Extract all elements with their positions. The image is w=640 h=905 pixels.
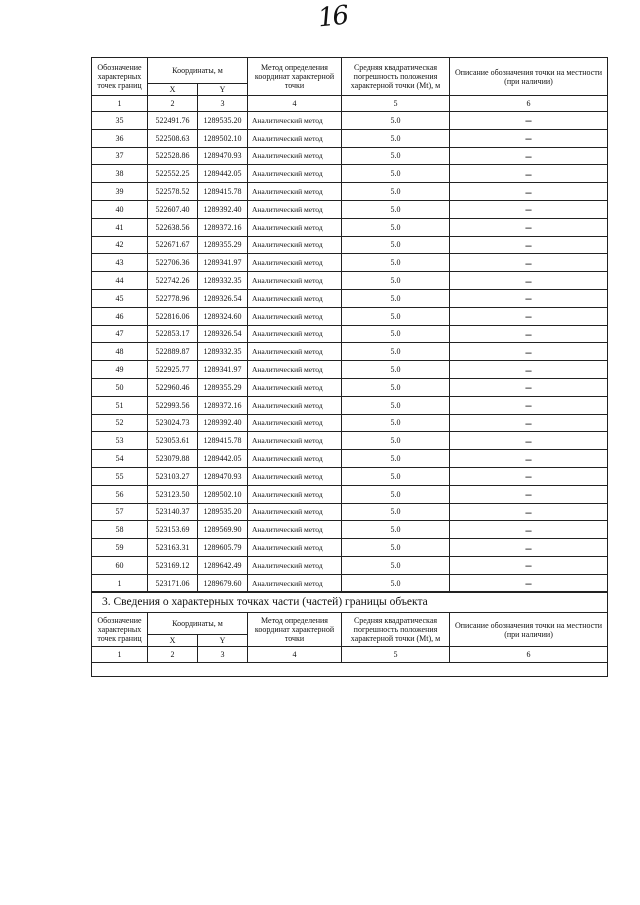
x-coordinate-cell: 522578.52 (148, 183, 198, 201)
table-row (92, 450, 608, 468)
y-coordinate-cell: 1289341.97 (198, 361, 248, 379)
y-coordinate-cell: 1289355.29 (198, 378, 248, 396)
column-number: 1 (92, 96, 148, 112)
table-row (92, 254, 608, 272)
method-cell: Аналитический метод (248, 450, 342, 468)
x-coordinate-cell: 523171.06 (148, 574, 198, 592)
error-cell: 5.0 (342, 200, 450, 218)
column-number: 4 (248, 96, 342, 112)
error-cell: 5.0 (342, 396, 450, 414)
column-number: 3 (198, 96, 248, 112)
point-cell: 36 (92, 129, 148, 147)
point-cell: 48 (92, 343, 148, 361)
x-coordinate-cell: 523079.88 (148, 450, 198, 468)
column-number: 5 (342, 96, 450, 112)
method-cell: Аналитический метод (248, 414, 342, 432)
description-cell: – (450, 467, 608, 485)
point-cell: 57 (92, 503, 148, 521)
point-cell: 39 (92, 183, 148, 201)
description-cell: – (450, 450, 608, 468)
table-row (92, 556, 608, 574)
error-cell: 5.0 (342, 147, 450, 165)
point-cell: 40 (92, 200, 148, 218)
method-cell: Аналитический метод (248, 112, 342, 130)
point-cell: 46 (92, 307, 148, 325)
point-cell: 45 (92, 289, 148, 307)
method-cell: Аналитический метод (248, 147, 342, 165)
error-cell: 5.0 (342, 218, 450, 236)
column-number: 4 (248, 647, 342, 663)
description-cell: – (450, 343, 608, 361)
description-cell: – (450, 289, 608, 307)
table-row (92, 361, 608, 379)
header-coordinates: Координаты, м (148, 58, 248, 84)
header-description: Описание обозначения точки на местности (при наличии) (450, 58, 608, 96)
description-cell: – (450, 539, 608, 557)
empty-row (92, 663, 608, 677)
method-cell: Аналитический метод (248, 236, 342, 254)
x-coordinate-cell: 522528.86 (148, 147, 198, 165)
x-coordinate-cell: 523140.37 (148, 503, 198, 521)
point-cell: 38 (92, 165, 148, 183)
y-coordinate-cell: 1289392.40 (198, 414, 248, 432)
method-cell: Аналитический метод (248, 396, 342, 414)
description-cell: – (450, 432, 608, 450)
point-cell: 41 (92, 218, 148, 236)
description-cell: – (450, 218, 608, 236)
method-cell: Аналитический метод (248, 289, 342, 307)
point-cell: 56 (92, 485, 148, 503)
description-cell: – (450, 183, 608, 201)
x-coordinate-cell: 522607.40 (148, 200, 198, 218)
header-x: X (148, 635, 198, 647)
x-coordinate-cell: 522960.46 (148, 378, 198, 396)
x-coordinate-cell: 523169.12 (148, 556, 198, 574)
table-row (92, 112, 608, 130)
y-coordinate-cell: 1289392.40 (198, 200, 248, 218)
y-coordinate-cell: 1289502.10 (198, 129, 248, 147)
header-method: Метод определения координат характерной точки (248, 58, 342, 96)
x-coordinate-cell: 522816.06 (148, 307, 198, 325)
table-row (92, 485, 608, 503)
method-cell: Аналитический метод (248, 361, 342, 379)
x-coordinate-cell: 522889.87 (148, 343, 198, 361)
header-y: Y (198, 635, 248, 647)
y-coordinate-cell: 1289332.35 (198, 272, 248, 290)
x-coordinate-cell: 522671.67 (148, 236, 198, 254)
point-cell: 55 (92, 467, 148, 485)
error-cell: 5.0 (342, 343, 450, 361)
point-cell: 54 (92, 450, 148, 468)
header-coordinates: Координаты, м (148, 613, 248, 635)
part-boundary-points-table (91, 591, 608, 677)
x-coordinate-cell: 522552.25 (148, 165, 198, 183)
error-cell: 5.0 (342, 183, 450, 201)
error-cell: 5.0 (342, 378, 450, 396)
point-cell: 53 (92, 432, 148, 450)
description-cell: – (450, 325, 608, 343)
y-coordinate-cell: 1289341.97 (198, 254, 248, 272)
table-row (92, 307, 608, 325)
table-row (92, 129, 608, 147)
description-cell: – (450, 147, 608, 165)
method-cell: Аналитический метод (248, 325, 342, 343)
y-coordinate-cell: 1289442.05 (198, 165, 248, 183)
x-coordinate-cell: 522508.63 (148, 129, 198, 147)
error-cell: 5.0 (342, 289, 450, 307)
y-coordinate-cell: 1289605.79 (198, 539, 248, 557)
header-error: Средняя квадратическая погрешность положения характерной точки (Mt), м (342, 613, 450, 647)
method-cell: Аналитический метод (248, 432, 342, 450)
column-number: 6 (450, 96, 608, 112)
header-designation: Обозначение характерных точек границ (92, 613, 148, 647)
x-coordinate-cell: 522993.56 (148, 396, 198, 414)
y-coordinate-cell: 1289324.60 (198, 307, 248, 325)
header-y: Y (198, 84, 248, 96)
description-cell: – (450, 378, 608, 396)
error-cell: 5.0 (342, 361, 450, 379)
method-cell: Аналитический метод (248, 343, 342, 361)
method-cell: Аналитический метод (248, 129, 342, 147)
description-cell: – (450, 556, 608, 574)
table-row (92, 289, 608, 307)
column-number: 2 (148, 647, 198, 663)
point-cell: 47 (92, 325, 148, 343)
method-cell: Аналитический метод (248, 183, 342, 201)
description-cell: – (450, 200, 608, 218)
method-cell: Аналитический метод (248, 218, 342, 236)
x-coordinate-cell: 522853.17 (148, 325, 198, 343)
method-cell: Аналитический метод (248, 539, 342, 557)
table-row (92, 467, 608, 485)
point-cell: 51 (92, 396, 148, 414)
y-coordinate-cell: 1289535.20 (198, 112, 248, 130)
method-cell: Аналитический метод (248, 165, 342, 183)
error-cell: 5.0 (342, 556, 450, 574)
table-row (92, 432, 608, 450)
method-cell: Аналитический метод (248, 307, 342, 325)
table-row (92, 414, 608, 432)
method-cell: Аналитический метод (248, 254, 342, 272)
column-number: 6 (450, 647, 608, 663)
boundary-points-table (91, 57, 608, 593)
error-cell: 5.0 (342, 165, 450, 183)
y-coordinate-cell: 1289372.16 (198, 218, 248, 236)
table-row (92, 236, 608, 254)
table-row (92, 147, 608, 165)
description-cell: – (450, 361, 608, 379)
description-cell: – (450, 254, 608, 272)
point-cell: 37 (92, 147, 148, 165)
point-cell: 52 (92, 414, 148, 432)
header-designation: Обозначение характерных точек границ (92, 58, 148, 96)
x-coordinate-cell: 522778.96 (148, 289, 198, 307)
table-row (92, 343, 608, 361)
y-coordinate-cell: 1289415.78 (198, 432, 248, 450)
method-cell: Аналитический метод (248, 485, 342, 503)
column-number: 2 (148, 96, 198, 112)
point-cell: 49 (92, 361, 148, 379)
description-cell: – (450, 165, 608, 183)
table-row (92, 521, 608, 539)
y-coordinate-cell: 1289355.29 (198, 236, 248, 254)
error-cell: 5.0 (342, 521, 450, 539)
description-cell: – (450, 236, 608, 254)
error-cell: 5.0 (342, 414, 450, 432)
y-coordinate-cell: 1289372.16 (198, 396, 248, 414)
point-cell: 43 (92, 254, 148, 272)
table-row (92, 272, 608, 290)
column-number: 5 (342, 647, 450, 663)
description-cell: – (450, 129, 608, 147)
error-cell: 5.0 (342, 574, 450, 592)
method-cell: Аналитический метод (248, 503, 342, 521)
column-number: 3 (198, 647, 248, 663)
x-coordinate-cell: 522925.77 (148, 361, 198, 379)
x-coordinate-cell: 523123.50 (148, 485, 198, 503)
description-cell: – (450, 521, 608, 539)
description-cell: – (450, 485, 608, 503)
error-cell: 5.0 (342, 503, 450, 521)
x-coordinate-cell: 523153.69 (148, 521, 198, 539)
point-cell: 42 (92, 236, 148, 254)
table-row (92, 574, 608, 592)
method-cell: Аналитический метод (248, 574, 342, 592)
x-coordinate-cell: 523024.73 (148, 414, 198, 432)
error-cell: 5.0 (342, 539, 450, 557)
y-coordinate-cell: 1289442.05 (198, 450, 248, 468)
point-cell: 35 (92, 112, 148, 130)
table-row (92, 200, 608, 218)
error-cell: 5.0 (342, 112, 450, 130)
x-coordinate-cell: 522742.26 (148, 272, 198, 290)
x-coordinate-cell: 522706.36 (148, 254, 198, 272)
description-cell: – (450, 414, 608, 432)
x-coordinate-cell: 523103.27 (148, 467, 198, 485)
header-method: Метод определения координат характерной точки (248, 613, 342, 647)
error-cell: 5.0 (342, 307, 450, 325)
table-row (92, 378, 608, 396)
header-x: X (148, 84, 198, 96)
method-cell: Аналитический метод (248, 200, 342, 218)
error-cell: 5.0 (342, 485, 450, 503)
y-coordinate-cell: 1289415.78 (198, 183, 248, 201)
y-coordinate-cell: 1289642.49 (198, 556, 248, 574)
description-cell: – (450, 272, 608, 290)
description-cell: – (450, 112, 608, 130)
point-cell: 50 (92, 378, 148, 396)
table-row (92, 503, 608, 521)
section-3-title: 3. Сведения о характерных точках части (частей) границы объекта (92, 592, 608, 613)
table-row (92, 539, 608, 557)
error-cell: 5.0 (342, 450, 450, 468)
x-coordinate-cell: 523053.61 (148, 432, 198, 450)
point-cell: 44 (92, 272, 148, 290)
y-coordinate-cell: 1289326.54 (198, 325, 248, 343)
y-coordinate-cell: 1289535.20 (198, 503, 248, 521)
table-row (92, 165, 608, 183)
header-description: Описание обозначения точки на местности (при наличии) (450, 613, 608, 647)
description-cell: – (450, 503, 608, 521)
y-coordinate-cell: 1289679.60 (198, 574, 248, 592)
x-coordinate-cell: 522638.56 (148, 218, 198, 236)
y-coordinate-cell: 1289470.93 (198, 467, 248, 485)
point-cell: 60 (92, 556, 148, 574)
y-coordinate-cell: 1289332.35 (198, 343, 248, 361)
table-row (92, 218, 608, 236)
method-cell: Аналитический метод (248, 272, 342, 290)
column-number: 1 (92, 647, 148, 663)
error-cell: 5.0 (342, 254, 450, 272)
page-number: 16 (316, 0, 349, 34)
description-cell: – (450, 574, 608, 592)
table-row (92, 396, 608, 414)
error-cell: 5.0 (342, 325, 450, 343)
y-coordinate-cell: 1289470.93 (198, 147, 248, 165)
method-cell: Аналитический метод (248, 556, 342, 574)
point-cell: 1 (92, 574, 148, 592)
point-cell: 58 (92, 521, 148, 539)
y-coordinate-cell: 1289326.54 (198, 289, 248, 307)
method-cell: Аналитический метод (248, 467, 342, 485)
y-coordinate-cell: 1289569.90 (198, 521, 248, 539)
point-cell: 59 (92, 539, 148, 557)
x-coordinate-cell: 522491.76 (148, 112, 198, 130)
y-coordinate-cell: 1289502.10 (198, 485, 248, 503)
header-error: Средняя квадратическая погрешность положения характерной точки (Mt), м (342, 58, 450, 96)
error-cell: 5.0 (342, 432, 450, 450)
error-cell: 5.0 (342, 467, 450, 485)
method-cell: Аналитический метод (248, 521, 342, 539)
error-cell: 5.0 (342, 236, 450, 254)
x-coordinate-cell: 523163.31 (148, 539, 198, 557)
description-cell: – (450, 307, 608, 325)
error-cell: 5.0 (342, 272, 450, 290)
description-cell: – (450, 396, 608, 414)
table-row (92, 183, 608, 201)
error-cell: 5.0 (342, 129, 450, 147)
method-cell: Аналитический метод (248, 378, 342, 396)
table-row (92, 325, 608, 343)
